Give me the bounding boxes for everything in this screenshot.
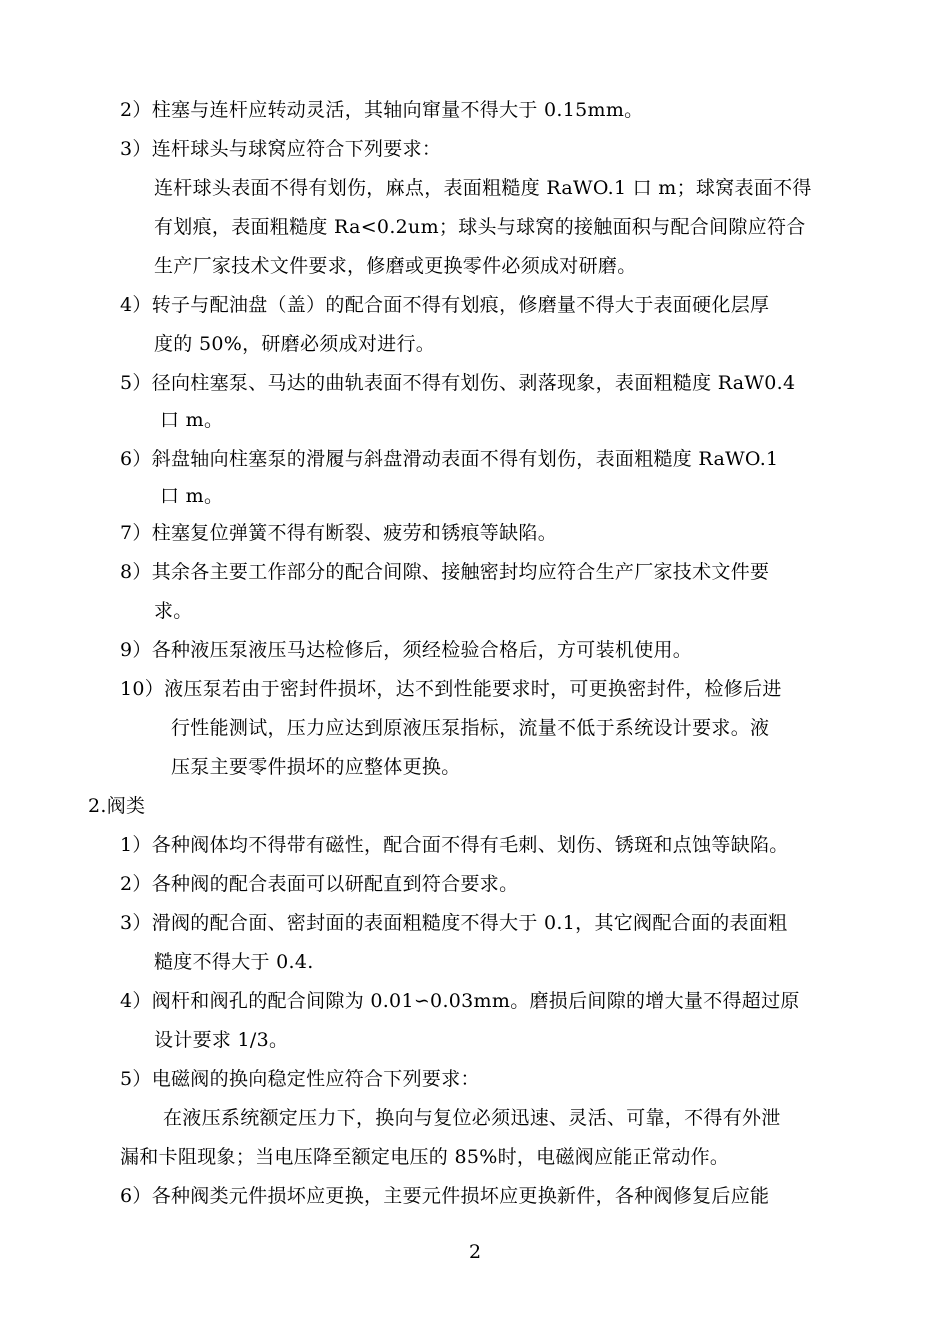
text-line: 在液压系统额定压力下，换向与复位必须迅速、灵活、可靠，不得有外泄 <box>163 1107 781 1129</box>
text-line: 糙度不得大于 0.4. <box>154 951 314 973</box>
text-line: 4）阀杆和阀孔的配合间隙为 0.01∽0.03mm。磨损后间隙的增大量不得超过原 <box>120 990 800 1012</box>
text-line: 2）柱塞与连杆应转动灵活，其轴向窜量不得大于 0.15mm。 <box>120 99 644 121</box>
text-line: 求。 <box>154 600 193 622</box>
text-line: 7）柱塞复位弹簧不得有断裂、疲劳和锈痕等缺陷。 <box>120 522 557 544</box>
text-line: 度的 50%，研磨必须成对进行。 <box>154 333 436 355</box>
text-line: 口 m。 <box>160 485 224 507</box>
text-line: 8）其余各主要工作部分的配合间隙、接触密封均应符合生产厂家技术文件要 <box>120 561 770 583</box>
text-line: 漏和卡阻现象；当电压降至额定电压的 85%时，电磁阀应能正常动作。 <box>120 1146 730 1168</box>
text-line: 生产厂家技术文件要求，修磨或更换零件必须成对研磨。 <box>154 255 637 277</box>
text-line: 有划痕，表面粗糙度 Ra<0.2um；球头与球窝的接触面积与配合间隙应符合 <box>154 216 806 238</box>
section-heading: 2.阀类 <box>88 795 146 817</box>
text-line: 行性能测试，压力应达到原液压泵指标，流量不低于系统设计要求。液 <box>171 717 770 739</box>
text-line: 压泵主要零件损坏的应整体更换。 <box>171 756 461 778</box>
text-line: 3）滑阀的配合面、密封面的表面粗糙度不得大于 0.1，其它阀配合面的表面粗 <box>120 912 788 934</box>
text-line: 5）径向柱塞泵、马达的曲轨表面不得有划伤、剥落现象，表面粗糙度 RaW0.4 <box>120 372 796 394</box>
text-line: 6）各种阀类元件损坏应更换，主要元件损坏应更换新件，各种阀修复后应能 <box>120 1185 770 1207</box>
text-line: 3）连杆球头与球窝应符合下列要求： <box>120 138 442 160</box>
text-line: 6）斜盘轴向柱塞泵的滑履与斜盘滑动表面不得有划伤，表面粗糙度 RaWO.1 <box>120 448 779 470</box>
text-line: 口 m。 <box>160 409 224 431</box>
text-line: 1）各种阀体均不得带有磁性，配合面不得有毛刺、划伤、锈斑和点蚀等缺陷。 <box>120 834 789 856</box>
page-number: 2 <box>468 1241 482 1263</box>
text-line: 5）电磁阀的换向稳定性应符合下列要求： <box>120 1068 480 1090</box>
text-line: 设计要求 1/3。 <box>154 1029 289 1051</box>
text-line: 10）液压泵若由于密封件损坏，达不到性能要求时，可更换密封件，检修后进 <box>120 678 782 700</box>
text-line: 9）各种液压泵液压马达检修后，须经检验合格后，方可装机使用。 <box>120 639 693 661</box>
text-line: 4）转子与配油盘（盖）的配合面不得有划痕，修磨量不得大于表面硬化层厚 <box>120 294 770 316</box>
text-line: 2）各种阀的配合表面可以研配直到符合要求。 <box>120 873 519 895</box>
text-line: 连杆球头表面不得有划伤，麻点，表面粗糙度 RaWO.1 口 m；球窝表面不得 <box>154 177 812 199</box>
